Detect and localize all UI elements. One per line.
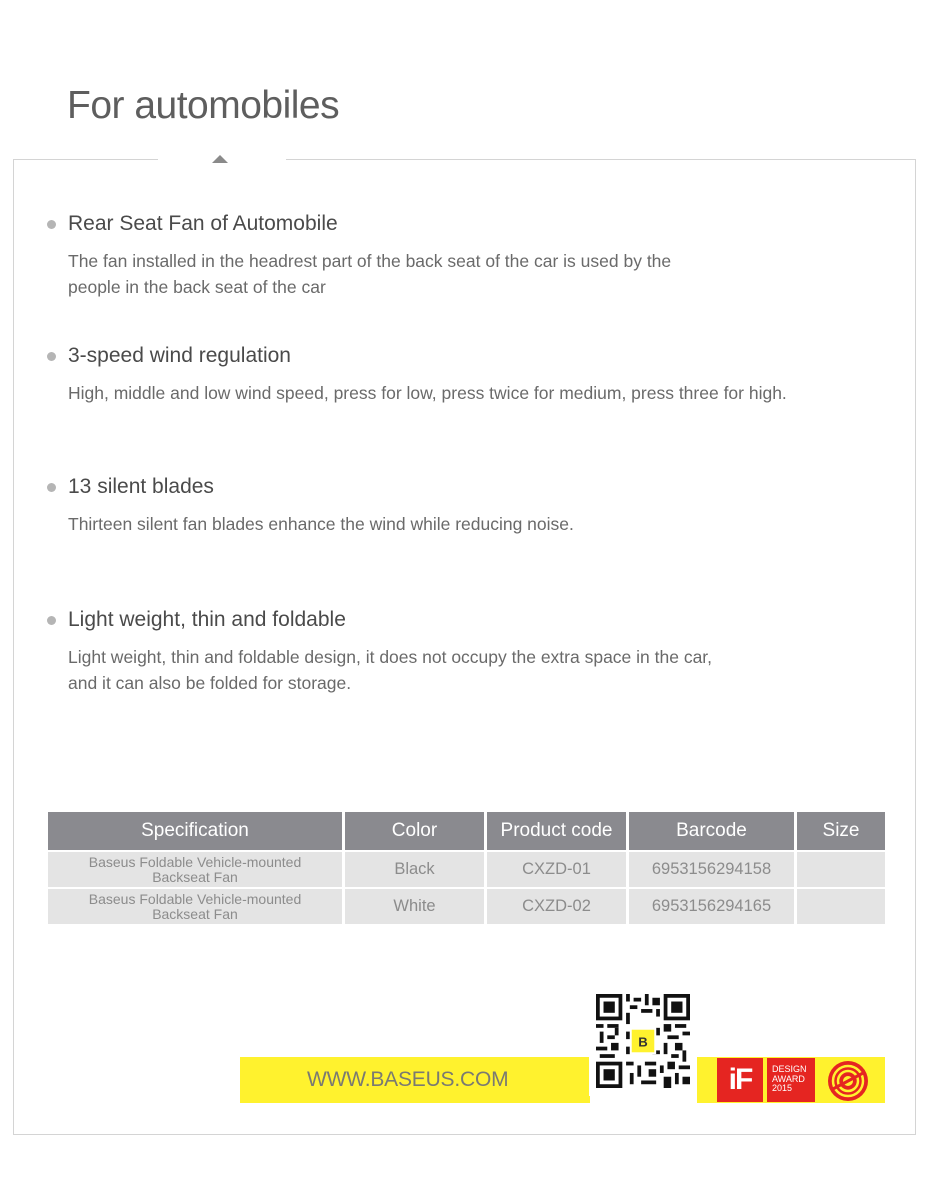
cell-color: White [345, 887, 487, 924]
feature-title: 3-speed wind regulation [68, 344, 291, 367]
spec-line: Backseat Fan [152, 868, 238, 885]
cell-color: Black [345, 850, 487, 887]
awards-banner [697, 1057, 885, 1103]
award-line: DESIGN [772, 1064, 807, 1074]
table-row [48, 850, 885, 887]
spec-line: Baseus Foldable Vehicle-mounted [88, 890, 302, 907]
bullet-icon [47, 352, 56, 361]
desc-line: Light weight, thin and foldable design, it does not occupy the extra space in the car, [68, 647, 713, 667]
header-size: Size [797, 812, 885, 850]
caret-up-icon [212, 155, 228, 163]
bullet-icon [47, 483, 56, 492]
feature-description [68, 380, 888, 406]
feature-description [68, 511, 888, 537]
desc-line: Thirteen silent fan blades enhance the wind while reducing noise. [68, 514, 574, 534]
desc-line: High, middle and low wind speed, press for low, press twice for medium, press three for high. [68, 383, 787, 403]
qr-code-icon [596, 994, 690, 1088]
desc-line: and it can also be folded for storage. [68, 673, 352, 693]
cell-specification [48, 887, 345, 924]
red-dot-award-icon [827, 1060, 869, 1102]
cell-size [797, 887, 885, 924]
design-award-badge [767, 1058, 815, 1102]
header-color: Color [345, 812, 487, 850]
website-link[interactable]: WWW.BASEUS.COM [307, 1068, 509, 1091]
bullet-icon [47, 616, 56, 625]
spec-line: Backseat Fan [152, 905, 238, 922]
spec-table [48, 812, 885, 924]
header-product-code: Product code [487, 812, 629, 850]
cell-size [797, 850, 885, 887]
table-header-row [48, 812, 885, 850]
if-logo: iF [717, 1058, 763, 1102]
award-line: 2015 [772, 1083, 793, 1093]
feature-title: Rear Seat Fan of Automobile [68, 212, 338, 235]
cell-product-code: CXZD-02 [487, 887, 629, 924]
award-line: AWARD [772, 1073, 805, 1084]
feature-description [68, 248, 888, 300]
feature-title: 13 silent blades [68, 475, 214, 498]
header-specification: Specification [48, 812, 345, 850]
cell-barcode: 6953156294158 [629, 850, 797, 887]
bullet-icon [47, 220, 56, 229]
table-row [48, 887, 885, 924]
cell-product-code: CXZD-01 [487, 850, 629, 887]
page-title: For automobiles [67, 84, 340, 127]
feature-description [68, 644, 888, 696]
header-barcode: Barcode [629, 812, 797, 850]
qr-code [589, 990, 697, 1096]
cell-specification [48, 850, 345, 887]
desc-line: people in the back seat of the car [68, 277, 326, 297]
cell-barcode: 6953156294165 [629, 887, 797, 924]
feature-title: Light weight, thin and foldable [68, 608, 346, 631]
desc-line: The fan installed in the headrest part of the back seat of the car is used by the [68, 251, 672, 271]
qr-logo-letter: B [638, 1034, 648, 1050]
spec-line: Baseus Foldable Vehicle-mounted [88, 853, 302, 870]
